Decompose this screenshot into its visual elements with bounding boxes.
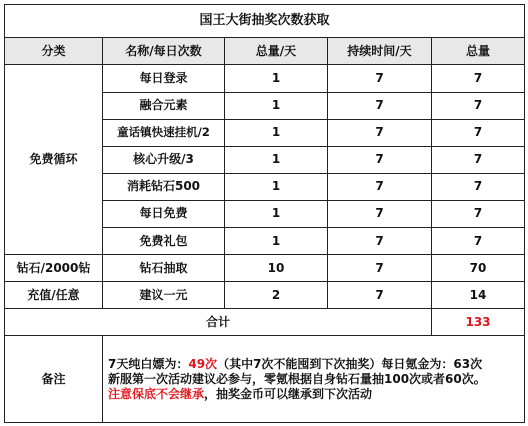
note-free-count: 49次 bbox=[188, 356, 218, 371]
row-name: 童话镇快速挂机/2 bbox=[103, 119, 225, 146]
header-days: 持续时间/天 bbox=[328, 38, 432, 65]
row-total: 7 bbox=[432, 228, 525, 255]
note-text bbox=[103, 336, 525, 423]
row-total: 7 bbox=[432, 65, 525, 92]
row-days: 7 bbox=[328, 200, 432, 227]
note-line2: 新服第一次活动建议必参与，零氪根据自身钻石量抽100次或者60次。 bbox=[108, 371, 486, 386]
row-name: 每日登录 bbox=[103, 65, 225, 92]
note-line1-suffix: （其中7次不能囤到下次抽奖）每日氪金为：63次 bbox=[217, 356, 483, 371]
row-per-day: 2 bbox=[225, 282, 328, 309]
row-per-day: 10 bbox=[225, 255, 328, 282]
row-total: 7 bbox=[432, 146, 525, 173]
note-line3-suffix: ，抽奖金币可以继承到下次活动 bbox=[204, 386, 373, 401]
table-title: 国王大街抽奖次数获取 bbox=[5, 5, 525, 38]
row-total: 7 bbox=[432, 173, 525, 200]
row-per-day: 1 bbox=[225, 92, 328, 119]
group-free-loop: 免费循环 bbox=[5, 65, 103, 255]
header-name: 名称/每日次数 bbox=[103, 38, 225, 65]
table-row bbox=[5, 255, 525, 282]
row-total: 7 bbox=[432, 200, 525, 227]
group-recharge: 充值/任意 bbox=[5, 282, 103, 309]
row-total: 70 bbox=[432, 255, 525, 282]
note-label: 备注 bbox=[5, 336, 103, 423]
row-name: 核心升级/3 bbox=[103, 146, 225, 173]
header-total: 总量 bbox=[432, 38, 525, 65]
lottery-count-table bbox=[4, 4, 525, 423]
note-warning: 注意保底不会继承 bbox=[108, 386, 205, 401]
table-row bbox=[5, 65, 525, 92]
group-diamond: 钻石/2000钻 bbox=[5, 255, 103, 282]
total-row bbox=[5, 309, 525, 336]
row-name: 钻石抽取 bbox=[103, 255, 225, 282]
row-days: 7 bbox=[328, 65, 432, 92]
total-value: 133 bbox=[432, 309, 525, 336]
row-days: 7 bbox=[328, 119, 432, 146]
row-days: 7 bbox=[328, 92, 432, 119]
row-total: 7 bbox=[432, 92, 525, 119]
header-row bbox=[5, 38, 525, 65]
row-per-day: 1 bbox=[225, 146, 328, 173]
row-per-day: 1 bbox=[225, 65, 328, 92]
row-days: 7 bbox=[328, 255, 432, 282]
row-per-day: 1 bbox=[225, 228, 328, 255]
row-per-day: 1 bbox=[225, 119, 328, 146]
row-per-day: 1 bbox=[225, 173, 328, 200]
header-category: 分类 bbox=[5, 38, 103, 65]
note-line1-prefix: 7天纯白嫖为： bbox=[108, 356, 189, 371]
total-label: 合计 bbox=[5, 309, 432, 336]
row-name: 每日免费 bbox=[103, 200, 225, 227]
row-days: 7 bbox=[328, 228, 432, 255]
row-days: 7 bbox=[328, 282, 432, 309]
note-row bbox=[5, 336, 525, 423]
row-name: 免费礼包 bbox=[103, 228, 225, 255]
row-per-day: 1 bbox=[225, 200, 328, 227]
row-name: 融合元素 bbox=[103, 92, 225, 119]
row-name: 建议一元 bbox=[103, 282, 225, 309]
row-days: 7 bbox=[328, 173, 432, 200]
table-row bbox=[5, 282, 525, 309]
row-total: 7 bbox=[432, 119, 525, 146]
row-name: 消耗钻石500 bbox=[103, 173, 225, 200]
row-total: 14 bbox=[432, 282, 525, 309]
row-days: 7 bbox=[328, 146, 432, 173]
header-per-day: 总量/天 bbox=[225, 38, 328, 65]
